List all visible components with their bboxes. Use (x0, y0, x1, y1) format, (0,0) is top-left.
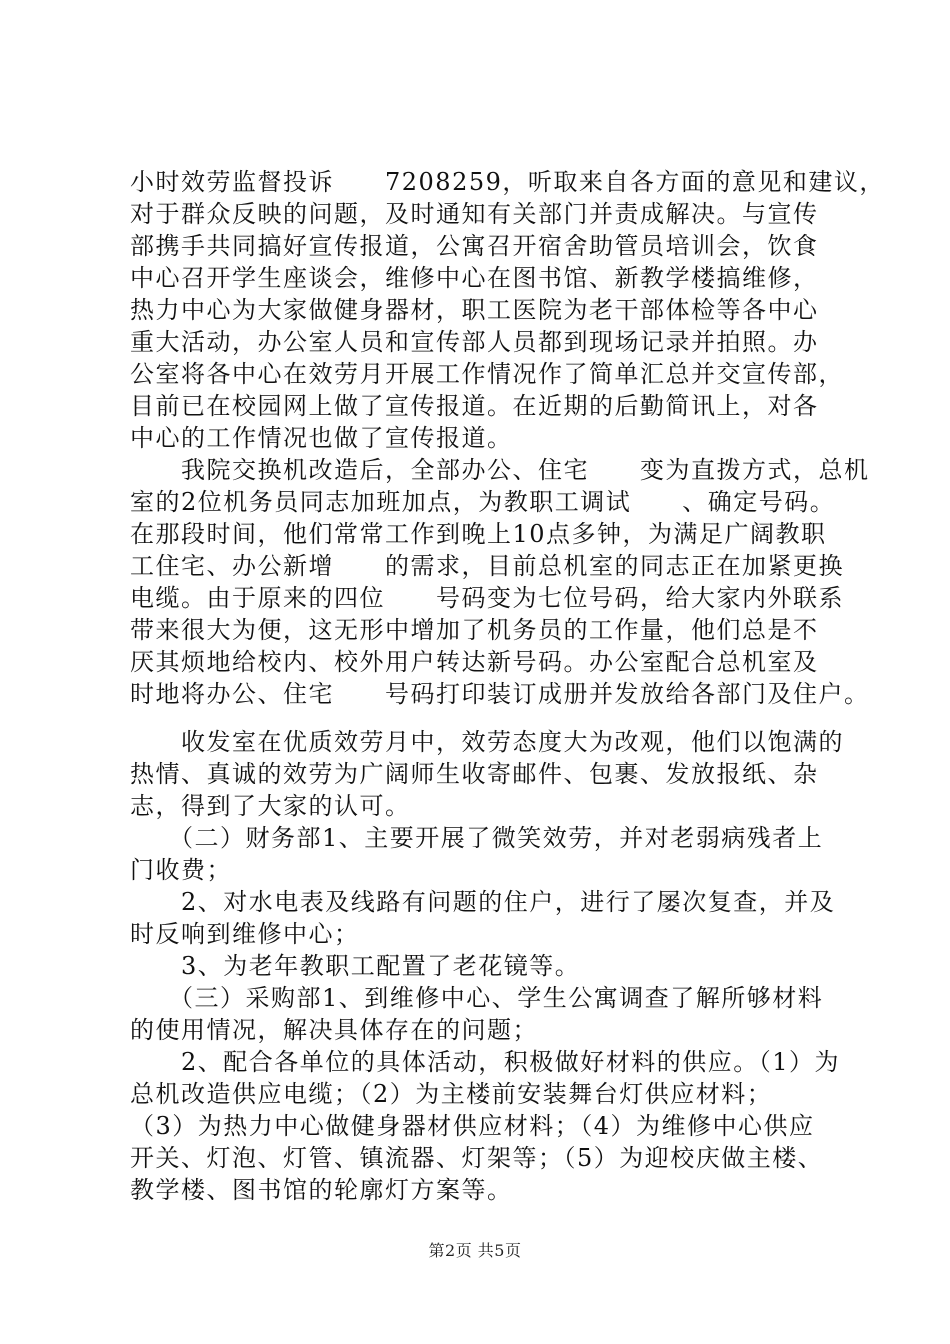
text-line: 时地将办公、住宅 号码打印装订成册并发放给各部门及住户。 (130, 680, 870, 708)
text-line: （3）为热力中心做健身器材供应材料；（4）为维修中心供应 (130, 1112, 815, 1140)
text-line: 中心召开学生座谈会，维修中心在图书馆、新教学楼搞维修， (130, 264, 819, 292)
text-line: 部携手共同搞好宣传报道，公寓召开宿舍助管员培训会，饮食 (130, 232, 819, 260)
text-line: 2、对水电表及线路有问题的住户，进行了屡次复查，并及 (130, 888, 836, 916)
text-line: 带来很大为便，这无形中增加了机务员的工作量，他们总是不 (130, 616, 819, 644)
text-line: 室的2位机务员同志加班加点，为教职工调试 、确定号码。 (130, 488, 836, 516)
text-line: 热力中心为大家做健身器材，职工医院为老干部体检等各中心 (130, 296, 819, 324)
text-line: 时反响到维修中心； (130, 920, 360, 948)
text-line: 教学楼、图书馆的轮廓灯方案等。 (130, 1176, 513, 1204)
text-line: 电缆。由于原来的四位 号码变为七位号码，给大家内外联系 (130, 584, 844, 612)
text-line: 志，得到了大家的认可。 (130, 792, 411, 820)
text-line: 重大活动，办公室人员和宣传部人员都到现场记录并拍照。办 (130, 328, 819, 356)
text-line: 的使用情况，解决具体存在的问题； (130, 1016, 538, 1044)
text-line: 对于群众反映的问题，及时通知有关部门并责成解决。与宣传 (130, 200, 819, 228)
text-line: （三）采购部1、到维修中心、学生公寓调查了解所够材料 (130, 984, 824, 1012)
text-line: 2、配合各单位的具体活动，积极做好材料的供应。（1）为 (130, 1048, 841, 1076)
text-line: 在那段时间，他们常常工作到晚上10点多钟，为满足广阔教职 (130, 520, 827, 548)
text-line: 厌其烦地给校内、校外用户转达新号码。办公室配合总机室及 (130, 648, 819, 676)
text-line: 公室将各中心在效劳月开展工作情况作了简单汇总并交宣传部， (130, 360, 844, 388)
text-line: （二）财务部1、主要开展了微笑效劳，并对老弱病残者上 (130, 824, 824, 852)
text-line: 3、为老年教职工配置了老花镜等。 (130, 952, 581, 980)
page-number-footer: 第2页 共5页 (428, 1241, 522, 1260)
text-line: 热情、真诚的效劳为广阔师生收寄邮件、包裹、发放报纸、杂 (130, 760, 819, 788)
text-line: 开关、灯泡、灯管、镇流器、灯架等；（5）为迎校庆做主楼、 (130, 1144, 824, 1172)
text-line: 收发室在优质效劳月中，效劳态度大为改观，他们以饱满的 (130, 728, 844, 756)
text-line: 工住宅、办公新增 的需求，目前总机室的同志正在加紧更换 (130, 552, 844, 580)
text-line: 我院交换机改造后，全部办公、住宅 变为直拨方式，总机 (130, 456, 870, 484)
text-line: 门收费； (130, 856, 232, 884)
text-line: 中心的工作情况也做了宣传报道。 (130, 424, 513, 452)
text-line: 小时效劳监督投诉 7208259，听取来自各方面的意见和建议， (130, 168, 885, 196)
text-line: 目前已在校园网上做了宣传报道。在近期的后勤简讯上，对各 (130, 392, 819, 420)
text-line: 总机改造供应电缆；（2）为主楼前安装舞台灯供应材料； (130, 1080, 773, 1108)
